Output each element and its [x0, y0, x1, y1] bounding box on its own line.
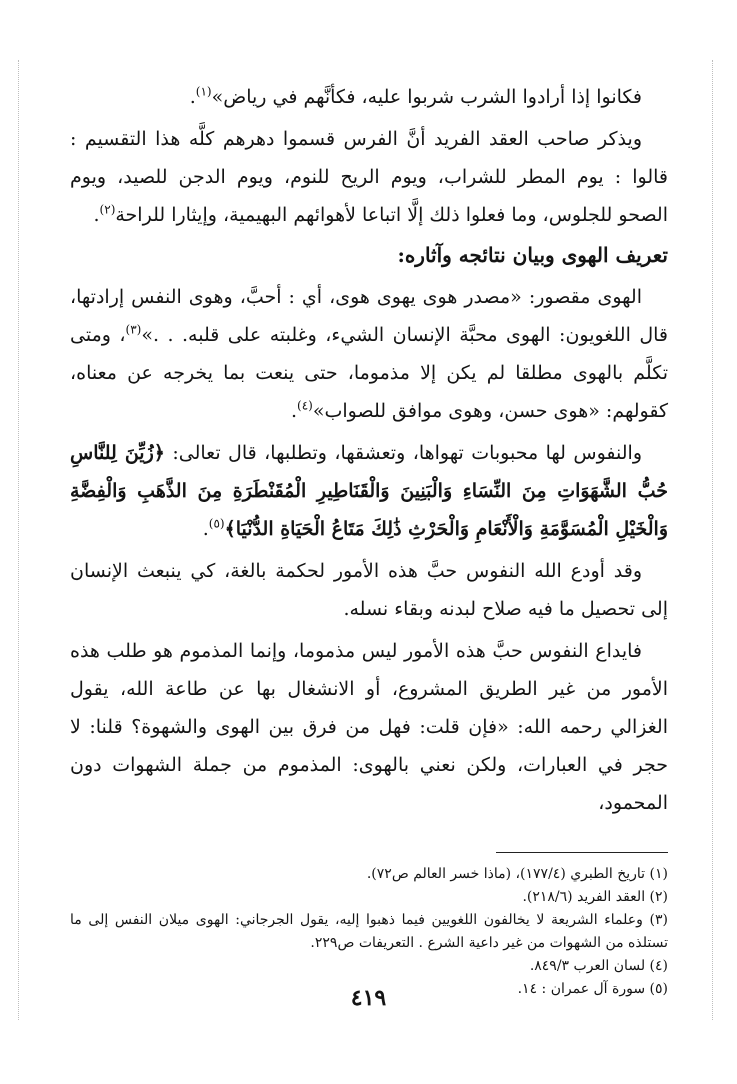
paragraph-2-text: ويذكر صاحب العقد الفريد أنَّ الفرس قسموا دهرهم كلَّه هذا التقسيم : قالوا : يوم المطر للشراب، ويوم الريح للنوم، ويوم الدجن للصيد، ويوم الصحو للجلوس، وما فعلوا ذلك إلَّا اتباعا لأهوائهم البهيمية، وإيثارا للراحة [70, 128, 668, 226]
paragraph-4 [70, 434, 668, 548]
paragraph-2 [70, 120, 668, 234]
paragraph-2-end: . [93, 204, 100, 226]
paragraph-4-intro: والنفوس لها محبوبات تهواها، وتعشقها، وتطلبها، قال تعالى: [164, 442, 642, 464]
footnote-5: (٥) سورة آل عمران : ١٤. [517, 981, 668, 997]
paragraph-4-end: . [202, 518, 209, 540]
footnotes [70, 863, 668, 1001]
footnote-ref-3: (٣) [125, 322, 142, 337]
page-content [70, 78, 668, 1001]
paragraph-6: فايداع النفوس حبَّ هذه الأمور ليس مذموما، وإنما المذموم هو طلب هذه الأمور من غير الطريق المشروع، أو الانشغال بها عن طاعة الله، يقول الغزالي رحمه الله: «فإن قلت: فهل من فرق بين الهوى والشهوة؟ قلنا: لا حجر في العبارات، ولكن نعني بالهوى: المذموم من جملة الشهوات دون المحمود، [70, 640, 668, 814]
margin-dots-right [712, 60, 713, 1020]
page-number: ٤١٩ [350, 985, 387, 1011]
paragraph-3-end: . [290, 400, 298, 422]
footnote-ref-5: (٥) [208, 516, 225, 531]
footnote-ref-2: (٢) [99, 202, 116, 217]
footnote-3: (٣) وعلماء الشريعة لا يخالفون اللغويين فيما ذهبوا إليه، يقول الجرجاني: الهوى ميلان النفس إلى ما تستلذه من الشهوات من غير داعية الشرع . التعريفات ص٢٢٩. [70, 912, 669, 951]
paragraph-3 [70, 278, 668, 430]
footnote-2: (٢) العقد الفريد (٢١٨/٦). [522, 889, 668, 905]
paragraph-3-continuation: ، ومتى تكلَّم بالهوى مطلقا لم يكن إلا مذموما، حتى ينعت بما يخرجه عن معناه، كقولهم: «هوى حسن، وهوى موافق للصواب» [70, 324, 668, 422]
footnote-ref-1: (١) [195, 84, 212, 99]
footnote-ref-4: (٤) [297, 398, 313, 413]
paragraph-5: وقد أودع الله النفوس حبَّ هذه الأمور لحكمة بالغة، كي ينبعث الإنسان إلى تحصيل ما فيه صلاح لبدنه وبقاء نسله. [70, 560, 668, 620]
paragraph-3-text: الهوى مقصور: «مصدر هوى يهوى هوى، أي : أحبَّ، وهوى النفس إرادتها، قال اللغويون: الهوى محبَّة الإنسان الشيء، وغلبته على قلبه. . .» [70, 286, 668, 346]
paragraph-1-end: . [189, 86, 196, 108]
paragraph-1 [70, 78, 668, 116]
footnote-1: (١) تاريخ الطبري (١٧٧/٤)، (ماذا خسر العالم ص٧٢). [366, 866, 668, 882]
margin-dots-left [18, 60, 19, 1020]
footnote-4: (٤) لسان العرب ٨٤٩/٣. [529, 958, 668, 974]
footnote-divider [496, 852, 668, 853]
section-heading: تعريف الهوى وبيان نتائجه وآثاره: [397, 243, 668, 267]
paragraph-1-text: فكانوا إذا أرادوا الشرب شربوا عليه، فكأنَّهم في رياض» [211, 86, 642, 108]
quran-verse: ﴿زُيِّنَ لِلنَّاسِ حُبُّ الشَّهَوَاتِ مِنَ النِّسَاءِ وَالْبَنِينَ وَالْقَنَاطِيرِ الْمُقَنْطَرَةِ مِنَ الذَّهَبِ وَالْفِضَّةِ وَالْخَيْلِ الْمُسَوَّمَةِ وَالْأَنْعَامِ وَالْحَرْثِ ذَٰلِكَ مَتَاعُ الْحَيَاةِ الدُّنْيَا﴾ [70, 442, 668, 540]
